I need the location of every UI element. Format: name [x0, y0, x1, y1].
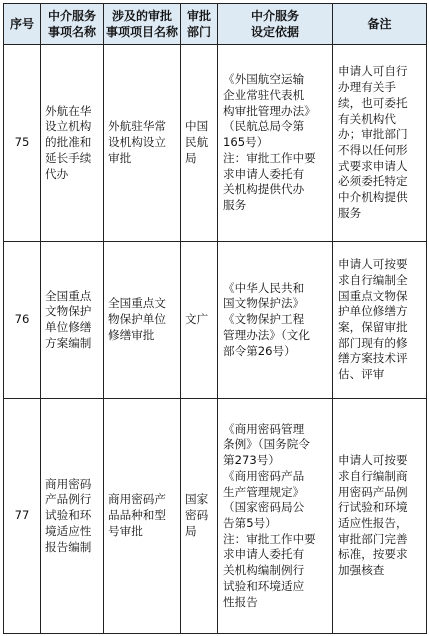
row-remark: 申请人可自行 办理有关手 续，也可委托 有关机构代 办；审批部门 不得以任何形 式要求申请人 必须委托特定 中介机构提供 服务 [333, 45, 427, 242]
row-department: 国家 密码 局 [181, 399, 218, 634]
row-basis: 《商用密码管理 条例》（国务院令 第273号） 《商用密码产品 生产管理规定》 （国家密码局公 告第5号） 注：审批工作中要 求申请人委托有 关机构编制例行 试验和环境适应 性报告 [218, 399, 333, 634]
header-basis: 中介服务 设定依据 [218, 4, 333, 45]
row-approval-item: 外航驻华常 设机构设立 审批 [104, 45, 181, 242]
header-remark: 备注 [333, 4, 427, 45]
row-basis: 《外国航空运输 企业常驻代表机 构审批管理办法》 （民航总局令第 165号） 注：审批工作中要 求申请人委托有 关机构提供代办 服务 [218, 45, 333, 242]
header-department: 审批 部门 [181, 4, 218, 45]
row-basis: 《中华人民共和 国文物保护法》 《文物保护工程 管理办法》（文化 部令第26号） [218, 242, 333, 399]
row-service-item: 全国重点 文物保护 单位修缮 方案编制 [41, 242, 104, 399]
table-row [4, 45, 427, 242]
table-header-row [4, 4, 427, 45]
row-seq: 75 [4, 45, 41, 242]
row-seq: 77 [4, 399, 41, 634]
table-row [4, 242, 427, 399]
row-approval-item: 商用密码产 品品种和型 号审批 [104, 399, 181, 634]
row-seq: 76 [4, 242, 41, 399]
row-service-item: 外航在华 设立机构 的批准和 延长手续 代办 [41, 45, 104, 242]
row-department: 文广 [181, 242, 218, 399]
table-row [4, 399, 427, 634]
header-approval-item: 涉及的审批 事项项目名称 [104, 4, 181, 45]
row-remark: 申请人可按要 求自行编制商 用密码产品例 行试验和环境 适应性报告， 审批部门完善 标准，按要求 加强核查 [333, 399, 427, 634]
header-seq: 序号 [4, 4, 41, 45]
row-remark: 申请人可按要 求自行编制全 国重点文物保 护单位修缮方 案，保留审批 部门现有的修 缮方案技术评 估、评审 [333, 242, 427, 399]
row-department: 中国 民航 局 [181, 45, 218, 242]
intermediary-services-table [3, 3, 427, 634]
row-approval-item: 全国重点文 物保护单位 修缮审批 [104, 242, 181, 399]
row-service-item: 商用密码 产品例行 试验和环 境适应性 报告编制 [41, 399, 104, 634]
header-service-item: 中介服务 事项名称 [41, 4, 104, 45]
policy-table-container [3, 3, 426, 633]
